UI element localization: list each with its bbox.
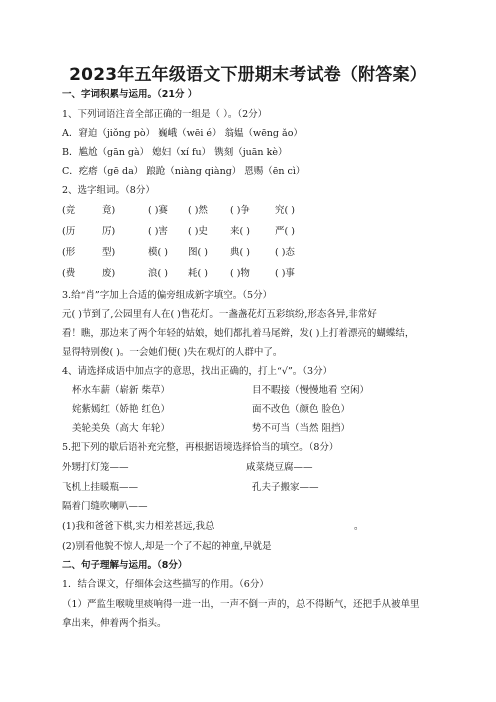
table-cell: 型) — [102, 247, 116, 258]
table-cell: 究( ) — [275, 205, 295, 216]
table-cell: ( )事 — [275, 268, 295, 279]
table-cell: 竟) — [102, 205, 116, 216]
table-cell: 严( ) — [275, 226, 295, 237]
xiehouyu-item: 隔着门缝吹喇叭—— — [62, 501, 148, 512]
xiehouyu-item: 咸菜烧豆腐—— — [246, 462, 313, 473]
passage-line: 拿出来，伸着两个指头。 — [62, 618, 167, 629]
table-cell: 图( ) — [188, 247, 208, 258]
section-heading: 一、字词积累与运用。（21分 ） — [62, 89, 198, 100]
table-cell: ( )然 — [188, 205, 208, 216]
passage-line: 显得特别俊( )。一会她们便( )失在观灯的人群中了。 — [62, 347, 283, 358]
idiom-item: 杯水车薪（崭新 柴草） — [72, 385, 171, 396]
question-stem: 1、下列词语注音全部正确的一组是（ ）。（2分） — [62, 109, 268, 120]
table-cell: ( )赛 — [148, 205, 168, 216]
idiom-item: 目不暇接（慢慢地看 空闲） — [252, 385, 370, 396]
question-stem: 4、请选择成语中加点字的意思，找出正确的，打上“√”。（3分） — [62, 366, 333, 377]
question-stem: 2、选字组词。（8分） — [62, 185, 155, 196]
table-cell: ( )害 — [148, 226, 168, 237]
table-cell: 耗( ) — [188, 268, 208, 279]
table-cell: ( )物 — [230, 268, 250, 279]
table-cell: ( )争 — [230, 205, 250, 216]
passage-line: 看！瞧，那边来了两个年轻的姑娘，她们都扎着马尾辫，发( )上打着漂亮的蝴蝶结， — [62, 328, 415, 339]
table-cell: 厉) — [102, 226, 116, 237]
option-b: B．尴尬（gān gà） 媳妇（xí fu） 镌刻（juān kè） — [62, 147, 288, 158]
idiom-item: 面不改色（颜色 脸色） — [252, 404, 351, 415]
passage-line: 元( )节到了,公园里有人在( )售花灯。一盏盏花灯五彩缤纷,形态各异,非常好 — [62, 309, 377, 320]
table-cell: (形 — [62, 247, 76, 258]
table-cell: ( )史 — [188, 226, 208, 237]
table-cell: (竞 — [62, 205, 76, 216]
question-stem: 3.给“肖”字加上合适的偏旁组成新字填空。（5分） — [62, 290, 273, 301]
xiehouyu-item: 外甥打灯笼—— — [62, 462, 129, 473]
table-cell: 来( ) — [230, 226, 250, 237]
option-c: C．疙瘩（gē da） 踉跄（niàng qiàng） 恩赐（ēn cì） — [62, 166, 306, 177]
table-cell: 典( ) — [230, 247, 250, 258]
fill-sentence: (2)别看他貌不惊人,却是一个了不起的神童,早就是 — [62, 541, 272, 552]
table-cell: 浪( ) — [148, 268, 168, 279]
idiom-item: 美轮美奂（高大 年轮） — [72, 423, 171, 434]
section-heading: 二、句子理解与运用。（8分） — [62, 560, 188, 571]
table-cell: ( )态 — [275, 247, 295, 258]
table-cell: 模( ) — [148, 247, 168, 258]
xiehouyu-item: 孔夫子搬家—— — [252, 482, 319, 493]
table-cell: (历 — [62, 226, 76, 237]
question-stem: 1．结合课文，仔细体会这些描写的作用。（6分） — [62, 579, 269, 590]
sentence-end: 。 — [354, 521, 364, 532]
fill-sentence: (1)我和爸爸下棋,实力相差甚远,我总 — [62, 521, 215, 532]
idiom-item: 姹紫嫣红（娇艳 红色） — [72, 404, 171, 415]
table-cell: 废) — [102, 268, 116, 279]
page-title: 2023年五年级语文下册期末考试卷（附答案） — [69, 65, 427, 85]
table-cell: (费 — [62, 268, 76, 279]
idiom-item: 势不可当（当然 阻挡） — [252, 423, 351, 434]
xiehouyu-item: 飞机上挂暖瓶—— — [62, 482, 139, 493]
passage-line: （1）严监生喉咙里痰响得一进一出，一声不倒一声的，总不得断气，还把手从被单里 — [62, 599, 420, 610]
question-stem: 5.把下列的歇后语补充完整，再根据语境选择恰当的填空。（8分） — [62, 442, 339, 453]
option-a: A．窘迫（jiǒng pò） 巍峨（wēi é） 翁媪（wēng ǎo） — [62, 128, 303, 139]
